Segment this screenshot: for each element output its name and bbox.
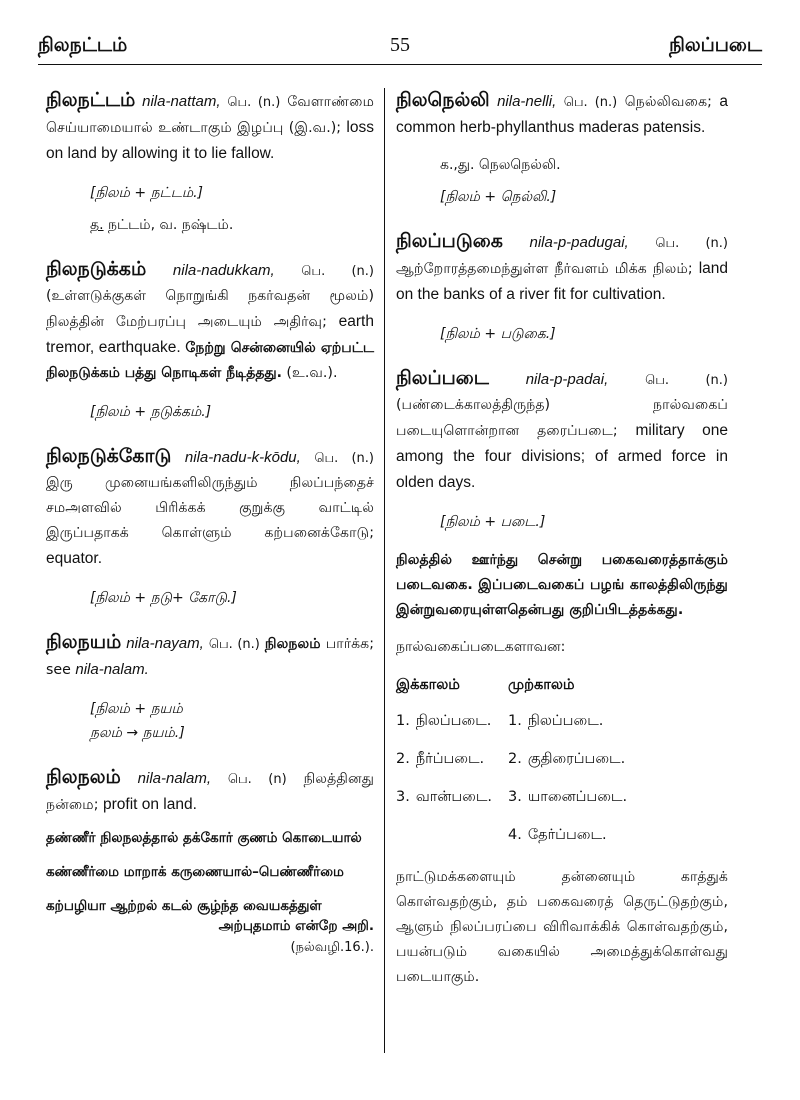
english-definition: profit on land. <box>103 796 197 813</box>
entry-nila-nelli <box>396 88 728 209</box>
transliteration: nila-p-padugai, <box>529 234 629 251</box>
present-division: நீர்ப்படை. <box>415 751 485 767</box>
cognate-label: த. <box>90 217 104 233</box>
tamil-definition: ஆற்றோரத்தமைந்துள்ள நீர்வளம் மிக்க நிலம்; <box>396 261 693 277</box>
part-of-speech: பெ. (n.) <box>314 451 374 466</box>
cross-reference: நிலநலம் <box>264 636 321 652</box>
page-number: 55 <box>390 34 410 56</box>
headword: நிலநலம் <box>46 766 121 788</box>
verse-line-4: அற்புதமாம் என்றே அறி. <box>218 918 374 934</box>
headword: நிலப்படை <box>396 367 489 389</box>
cognates: க.,து. நெலநெல்லி. <box>440 157 561 173</box>
table-row <box>396 751 728 769</box>
verse-citation: (நல்வழி.16.). <box>290 940 374 955</box>
row-number: 4. <box>508 827 522 843</box>
row-number: 2. <box>396 751 410 767</box>
table-row <box>396 713 728 731</box>
list-label: நால்வகைப்படைகளாவன: <box>396 639 566 655</box>
row-number: 2. <box>508 751 522 767</box>
entry-nila-nadu-k-kodu <box>46 444 374 610</box>
column-header-ancient: முற்காலம் <box>508 677 575 693</box>
usage-example: நேற்று சென்னையில் ஏற்பட்ட நிலநடுக்கம் பத்து நொடிகள் நீடித்தது. <box>46 340 374 381</box>
page-header <box>38 30 762 65</box>
entry-nila-p-padugai <box>396 229 728 346</box>
header-right-guideword: நிலப்படை <box>669 34 762 56</box>
entry-nila-p-padai <box>396 366 728 990</box>
etymology: [நிலம் + படுகை.] <box>440 326 556 342</box>
present-division: நிலப்படை. <box>415 713 492 729</box>
headword: நிலநடுக்கோடு <box>46 445 172 467</box>
row-number: 1. <box>508 713 522 729</box>
cross-reference-translit: nila-nalam. <box>75 661 149 678</box>
english-definition: equator. <box>46 550 103 567</box>
present-division: வான்படை. <box>415 789 493 805</box>
left-column <box>46 88 374 976</box>
part-of-speech: பெ. (n.) <box>301 264 375 279</box>
transliteration: nila-nalam, <box>137 770 212 787</box>
english-definition: a common herb-phyllanthus maderas patensis. <box>396 93 728 136</box>
tamil-definition: நெல்லிவகை; <box>624 94 712 110</box>
part-of-speech: பெ. (n) <box>227 772 287 787</box>
transliteration: nila-nadu-k-kōdu, <box>184 449 301 466</box>
tamil-definition: வேளாண்மை செய்யாமையால் உண்டாகும் இழப்பு (இ.வ.); <box>46 94 374 136</box>
see-label: பார்க்க; see <box>46 636 375 678</box>
tamil-definition: இரு முனையங்களிலிருந்தும் நிலப்பந்தைச் சமஅளவில் பிரிக்கக் குறுக்கு வாட்டில் இருப்பதாகக் கொள்ளும் கற்பனைக்கோடு; <box>46 475 374 541</box>
transliteration: nila-nayam, <box>126 635 204 652</box>
etymology: [நிலம் + நடு+ கோடு.] <box>90 590 237 606</box>
row-number: 3. <box>396 789 410 805</box>
tamil-definition: நிலத்தின் மேற்பரப்பு அடையும் அதிர்வு; <box>46 314 327 330</box>
verse-line-3: கற்பழியா ஆற்றல் கடல் சூழ்ந்த வையகத்துள் <box>46 898 322 914</box>
etymology-line-1: [நிலம் + நயம் <box>90 701 183 717</box>
headword: நிலநட்டம் <box>46 89 136 111</box>
part-of-speech: பெ. (n.) <box>227 95 281 110</box>
tamil-definition: நிலத்தினது நன்மை; <box>46 771 375 813</box>
etymology: [நிலம் + படை.] <box>440 514 546 530</box>
part-of-speech: பெ. (n.) <box>208 637 260 652</box>
ancient-division: யானைப்படை. <box>527 789 628 805</box>
tamil-definition-gloss: (உள்ளடுக்குகள் நொறுங்கி நகர்வதன் மூலம்) <box>46 288 374 304</box>
entry-nila-nadukkam <box>46 257 374 424</box>
ancient-division: தேர்ப்படை. <box>527 827 607 843</box>
ancient-division: நிலப்படை. <box>527 713 604 729</box>
divisions-table-header <box>396 677 728 695</box>
transliteration: nila-nelli, <box>497 93 557 110</box>
table-row <box>396 789 728 807</box>
transliteration: nila-p-padai, <box>525 371 609 388</box>
entry-nila-nayam <box>46 630 374 745</box>
headword: நிலப்படுகை <box>396 230 503 252</box>
row-number: 1. <box>396 713 410 729</box>
etymology: [நிலம் + நெல்லி.] <box>440 189 557 205</box>
etymology: [நிலம் + நட்டம்.] <box>90 185 204 201</box>
entry-nila-nalam <box>46 765 374 956</box>
english-definition: earth tremor, earthquake. <box>46 313 374 356</box>
table-row <box>396 827 728 845</box>
etymology-line-2: நலம் → நயம்.] <box>90 725 185 741</box>
headword: நிலநடுக்கம் <box>46 258 147 280</box>
verse-line-1: தண்ணீர் நிலநலத்தால் தக்கோர் குணம் கொடையால் <box>46 830 362 846</box>
header-left-guideword: நிலநட்டம் <box>38 34 128 56</box>
closing-paragraph: நாட்டுமக்களையும் தன்னையும் காத்துக் கொள்வதற்கும், தம் பகைவரைத் தெருட்டுதற்கும், ஆளும் நிலப்பரப்பை விரிவாக்கிக் கொள்வதற்கும், பயன்படும் வகையில் அமைத்துக்கொள்வது படையாகும். <box>396 869 728 985</box>
row-number: 3. <box>508 789 522 805</box>
entry-nila-nattam <box>46 88 374 237</box>
transliteration: nila-nadukkam, <box>172 262 275 279</box>
usage-source: (உ.வ.). <box>286 365 338 381</box>
part-of-speech: பெ. (n.) <box>655 236 729 251</box>
verse-line-2: கண்ணீர்மை மாறாக் கருணையால்–பெண்ணீர்மை <box>46 864 344 880</box>
etymology: [நிலம் + நடுக்கம்.] <box>90 404 212 420</box>
english-definition: military one among the four divisions; of armed force in olden days. <box>396 422 729 491</box>
english-definition: loss on land by allowing it to lie fallow. <box>46 119 374 162</box>
right-column <box>396 88 728 1010</box>
column-divider <box>384 88 385 1053</box>
cognates: நட்டம், வ. நஷ்டம். <box>108 217 234 233</box>
part-of-speech: பெ. (n.) <box>563 95 618 110</box>
headword: நிலநெல்லி <box>396 89 490 111</box>
note-paragraph: நிலத்தில் ஊர்ந்து சென்று பகைவரைத்தாக்கும் படைவகை. இப்படைவகைப் பழங் காலத்திலிருந்து இன்றுவரையுள்ளதென்பது குறிப்பிடத்தக்கது. <box>396 552 728 618</box>
part-of-speech: பெ. (n.) <box>645 373 728 388</box>
ancient-division: குதிரைப்படை. <box>527 751 626 767</box>
headword: நிலநயம் <box>46 631 122 653</box>
column-header-present: இக்காலம் <box>396 677 460 693</box>
transliteration: nila-nattam, <box>142 93 221 110</box>
english-definition: land on the banks of a river fit for cultivation. <box>396 260 728 303</box>
tamil-definition: (பண்டைக்காலத்திருந்த) நால்வகைப் படையுளொன்றான தரைப்படை; <box>396 397 728 439</box>
